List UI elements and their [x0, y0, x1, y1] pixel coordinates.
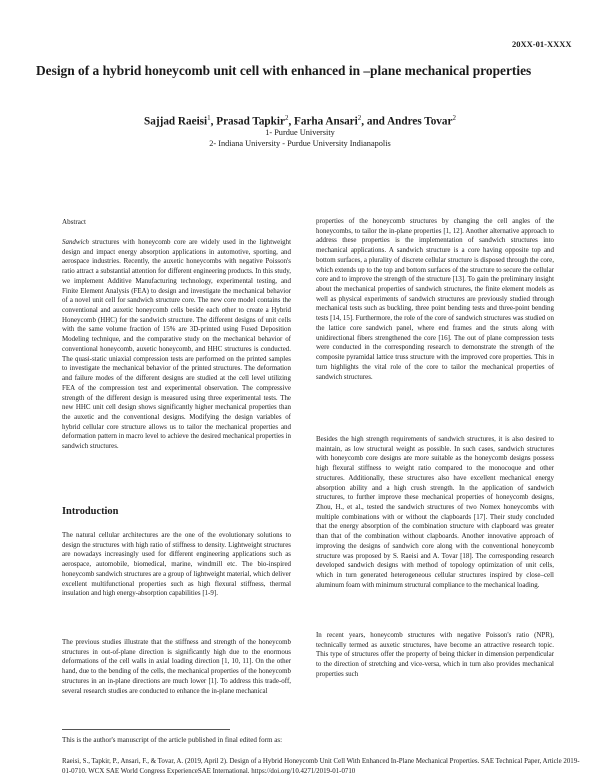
affiliation-2: 2- Indiana University - Purdue University Indianapolis — [209, 139, 391, 148]
author-separator: , — [288, 115, 295, 128]
author-affiliation-mark: 1 — [207, 114, 211, 122]
citation: Raeisi, S., Tapkir, P., Ansari, F., & Tovar, A. (2019, April 2). Design of a Hybrid Honeycomb Unit Cell With Enhanced In-Plane Mechanical Properties. SAE Technical Paper, Article 2019-01-0710. WCX SAE World Congress ExperienceSAE International. https://doi.org/10.4271/2019-01-0710 — [62, 758, 580, 775]
author-separator: , — [210, 115, 217, 128]
right-column-paragraph-2: Besides the high strength requirements of sandwich structures, it is also desired to maintain, as low structural weight as possible. In such cases, sandwich structures with honeycomb core designs are more suitable as the honeycomb designs possess high flexural stiffness to weight ratio compared to the monocoque and other structures. Additionally, these structures also have excellent mechanical energy absorption ability and a high crush strength. In the application of sandwich structures, to further improve these mechanical properties of honeycomb designs, Zhou, H., et al., tested the sandwich structures of two Nomex honeycombs with multiple combinations with or without the clapboards [17]. Their study concluded that the energy absorption of the combination structure with clapboard was greater than that of the combination without clapboards. Another innovative approach of improving the designs of sandwich core along with the conventional honeycomb structure was proposed by S. Raeisi and A. Tovar [18]. The corresponding research developed sandwich designs with method of topology optimization of unit cells, which in turn generated heterogeneous cellular structures inspired by close–cell aluminum foam with minimum structural compliance to the mechanical loading. — [316, 435, 554, 589]
author-name: Farha Ansari — [294, 115, 358, 128]
right-column-paragraph-3: In recent years, honeycomb structures with negative Poisson's ratio (NPR), technically termed as auxetic structures, have become an attractive research topic. This type of structures offer the property of being thicker in dimension perpendicular to the direction of stretching and vice-versa, which in turn also provides mechanical properties such — [316, 631, 554, 678]
author-name: Andres Tovar — [387, 115, 453, 128]
author-affiliation-mark: 2 — [452, 114, 456, 122]
introduction-paragraph-1: The natural cellular architectures are the one of the evolutionary solutions to design the structures with high ratio of stiffness to density. Lightweight structures are nowadays increasingly used for different engineering applications such as aerospace, automobile, biomedical, marine, windmill etc. The bio-inspired honeycomb sandwich structures are a group of lightweight material, which deliver excellent multifunctional properties such as high flexural stiffness, thermal insulation and high energy-absorption capabilities [1-9]. — [62, 531, 291, 598]
abstract-text: structures with honeycomb core are widely used in the lightweight design and impact energy absorption applications in automotive, sporting, and aerospace industries. Recently, the auxetic honeycombs with negative Poisson's ratio attract a substantial attention for different engineering products. In this study, we implement Additive Manufacturing technology, experimental testing, and Finite Element Analysis (FEA) to design and investigate the mechanical behavior of a novel unit cell for sandwich structure core. The new core model contains the conventional and auxetic honeycomb cells beside each other to create a Hybrid Honeycomb (HHC) for the sandwich structure. The different designs of unit cells with the same volume fraction of 15% are 3D-printed using Fused Deposition Modeling technique, and the comparative study on the mechanical behavior of conventional honeycomb, auxetic honeycomb, and HHC structures is conducted. The quasi-static uniaxial compression tests are performed on the printed samples to investigate the mechanical behavior of the printed structures. The deformation and failure modes of the different designs are studied at the cell level utilizing FEA of the compression test and experimental observation. The compressive strength of the different design is measured using three experimental tests. The new HHC unit cell design shows significantly higher mechanical properties than the auxetic and the conventional designs. Modifying the design variables of hybrid cellular core structure allows us to tailor the mechanical properties and deformation pattern in macro level to achieve the desired mechanical properties in sandwich structures. — [62, 238, 292, 451]
author-name: Prasad Tapkir — [216, 115, 285, 128]
introduction-paragraph-2: The previous studies illustrate that the stiffness and strength of the honeycomb structures in out-of-plane direction is significantly high due to the enormous deformations of the cell walls in axial loading direction [1, 10, 11]. On the other hand, due to the bending of the cells, the mechanical properties of the honeycomb structures in an in-plane directions are much lower [1]. To address this trade-off, several research studies are conducted to enhance the in-plane mechanical — [62, 638, 291, 695]
paper-title: Design of a hybrid honeycomb unit cell with enhanced in –plane mechanical properties — [36, 63, 532, 78]
author-name: Sajjad Raeisi — [144, 115, 208, 128]
author-affiliation-mark: 2 — [284, 114, 289, 122]
affiliation-1: 1- Purdue University — [265, 128, 335, 137]
right-column-paragraph-1: properties of the honeycomb structures by changing the cell angles of the honeycombs, to tailor the in-plane properties [1, 12]. Another alternative approach to address these properties is the implementation of sandwich structures into mechanical applications. A sandwich structure is a core having opposite top and bottom surfaces, a plurality of discrete cellular structure is disposed through the core, which extends up to the top and bottom surfaces of the structure to secure the cellular core and to improve the strength of the structure [13]. To gain the preliminary insight about the mechanical properties of sandwich structures, the finite element models as well as physical experiments of sandwich structures are previously studied through mechanical tests such as buckling, three point bending tests and three-point bending tests [14, 15]. Furthermore, the role of the core of sandwich structures was studied on the lattice core sandwich panel, where end frames and the struts along with unidirectional fibers strengthened the core [16]. The out of plane compression tests were conducted in the corresponding research to demonstrate the strength of the composite pyramidal lattice truss structure with the improved core properties. This in turn highlights the vital role of the core to tailor the mechanical properties of sandwich structures. — [316, 217, 554, 381]
introduction-heading: Introduction — [62, 506, 119, 517]
abstract-heading: Abstract — [62, 218, 87, 226]
abstract-first-word: Sandwich — [62, 238, 89, 246]
footnote-divider — [62, 729, 230, 730]
author-affiliation-mark: 2 — [357, 114, 362, 122]
abstract-body — [62, 238, 291, 452]
paper-id: 20XX-01-XXXX — [512, 39, 572, 49]
author-separator: , and — [361, 115, 388, 128]
author-list — [0, 114, 600, 128]
footnote: This is the author's manuscript of the article published in final edited form as: — [62, 736, 283, 744]
